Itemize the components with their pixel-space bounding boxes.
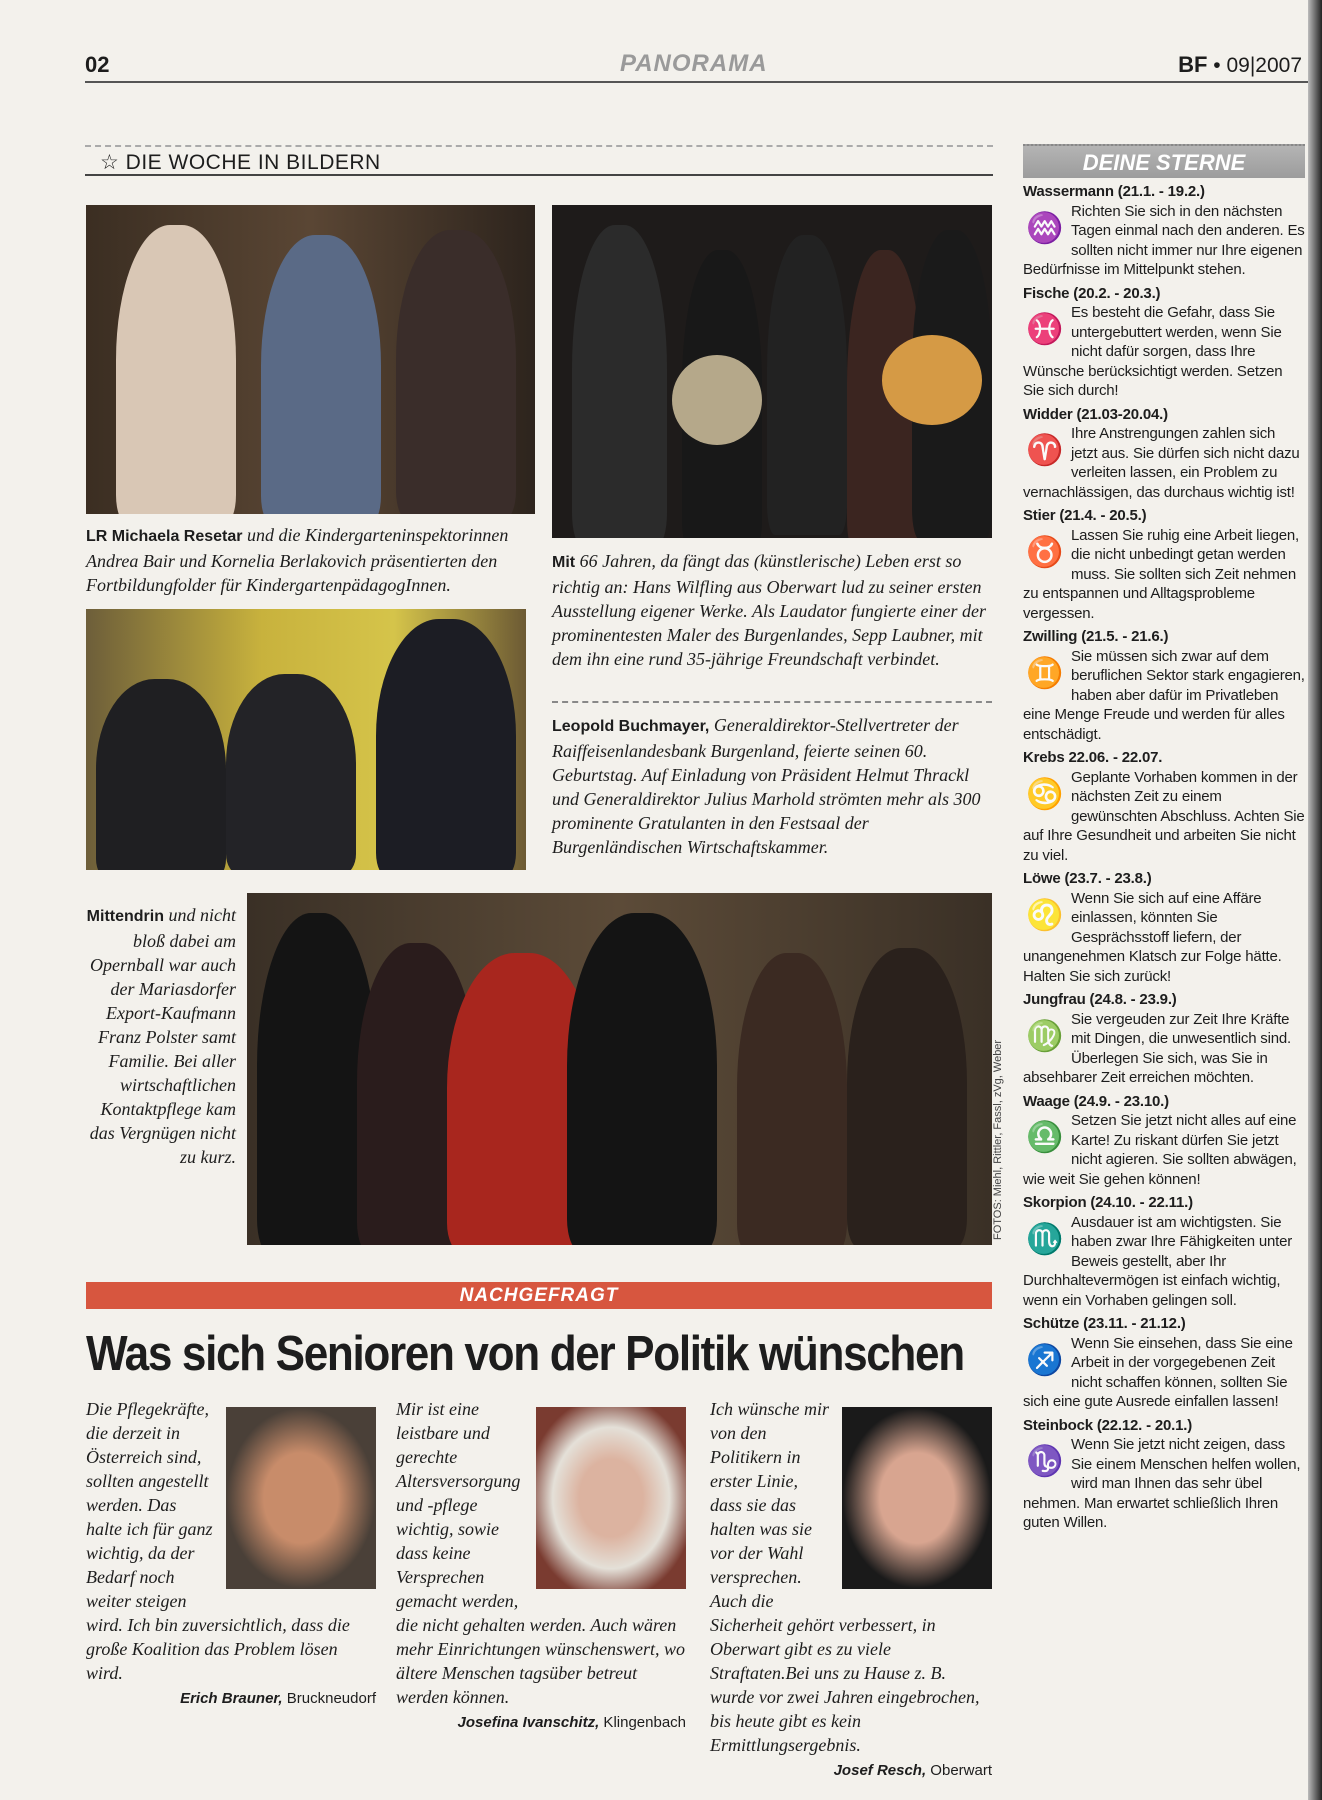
taurus-icon: ♉ [1026,535,1064,569]
aquarius-icon: ♒ [1026,211,1064,245]
quote-resch [710,1397,992,1783]
sign-text: Geplante Vorhaben kommen in der nächsten Zeit zu einem gewünschten Abschluss. Achten Sie auf Ihre Gesundheit und arbeiten Sie nicht zu viel. [1023,768,1305,864]
sign-text: Ausdauer ist am wichtigsten. Sie haben zwar Ihre Fähigkeiten unter Beweis gestellt, aber Ihr Durchhaltevermögen ist einfach wichtig, wenn ein Vorhaben gelingen soll. [1023,1213,1293,1309]
horoscope-entry [1023,990,1305,1088]
caption-lead: Mit [552,554,576,571]
quote-text: Die Pflegekräfte, die derzeit in Österreich sind, sollten angestellt werden. Das halte ich für ganz wichtig, da der Bedarf noch weiter steigen wird. Ich bin zuversichtlich, dass die große Koalition das Problem lösen wird. [86,1399,350,1683]
sign-title: Widder (21.03-20.04.) [1023,405,1168,423]
caption-lead: Mittendrin [86,908,164,925]
sign-text: Sie vergeuden zur Zeit Ihre Kräfte mit Dingen, die unwesentlich sind. Überlegen Sie sich, was Sie in absehbarer Zeit erreichen möchten. [1023,1010,1291,1086]
photo-credit: FOTOS: Miehl, Rittler, Fassl, zVg, Weber [992,1039,1004,1240]
sign-title: Wassermann (21.1. - 19.2.) [1023,183,1205,200]
header-rule [85,81,1310,83]
photo-raiffeisen [86,609,526,870]
quote-name: Josef Resch, [833,1762,927,1779]
sign-text: Lassen Sie ruhig eine Arbeit liegen, die nicht unbedingt getan werden muss. Sie sollten sich Zeit nehmen zu entspannen und Alltagsprobleme vergessen. [1023,526,1299,622]
horoscope-entry [1023,869,1305,986]
horoscope-entry [1023,1193,1305,1310]
sign-title: Fische (20.2. - 20.3.) [1023,284,1161,302]
brand: BF [1178,52,1208,77]
star-icon: ☆ [100,151,120,174]
capricorn-icon: ♑ [1026,1445,1064,1479]
scorpio-icon: ♏ [1026,1222,1064,1256]
issue-month: 09 [1226,54,1250,77]
quote-signature [710,1759,992,1783]
photo-kindergarten [86,205,535,514]
caption-exhibition [552,549,992,671]
virgo-icon: ♍ [1026,1019,1064,1053]
sign-title: Löwe (23.7. - 23.8.) [1023,870,1152,887]
sign-text: Setzen Sie jetzt nicht alles auf eine Karte! Zu riskant dürfen Sie jetzt nicht agieren. Sie sollten abwägen, wie weit Sie gehen können! [1023,1112,1297,1188]
divider [85,145,993,147]
caption-opernball [86,903,236,1169]
portrait-photo [842,1407,992,1589]
sign-title: Steinbock (22.12. - 20.1.) [1023,1416,1193,1434]
horoscope-entry [1023,748,1305,865]
sign-text: Es besteht die Gefahr, dass Sie untergebuttert werden, wenn Sie nicht dafür sorgen, dass Ihre Wünsche berücksichtigt werden. Setzen Sie sich durch! [1023,304,1283,399]
quote-brauner [86,1397,376,1711]
portrait-photo [536,1407,686,1589]
libra-icon: ♎ [1026,1121,1064,1155]
page-edge [1308,0,1322,1800]
sign-text: Ihre Anstrengungen zahlen sich jetzt aus. Sie dürfen sich nicht dazu verleiten lassen, ein Problem zu vernachlässigen, das durchaus wichtig ist! [1023,425,1300,501]
gemini-icon: ♊ [1026,656,1064,690]
issue-label: BF • 09|2007 [1178,52,1302,77]
sign-title: Skorpion (24.10. - 22.11.) [1023,1194,1193,1211]
sign-text: Sie müssen sich zwar auf dem beruflichen Sektor stark engagieren, haben aber dafür im Privatleben eine Menge Freude und werden für alles entschädigt. [1023,647,1305,743]
photo-exhibition [552,205,992,538]
horoscope-entry [1023,1314,1305,1412]
pisces-icon: ♓ [1026,313,1064,347]
aries-icon: ♈ [1026,434,1064,468]
caption-lead: LR Michaela Resetar [86,528,243,545]
horoscope-sidebar [1023,144,1305,1533]
horoscope-title: DEINE STERNE [1023,144,1305,178]
sign-text: Richten Sie sich in den nächsten Tagen einmal nach den anderen. Es sollten nicht immer nur Ihre eigenen Bedürfnisse im Mittelpunkt stehen. [1023,202,1305,278]
horoscope-entry [1023,506,1305,623]
quote-place: Bruckneudorf [282,1690,376,1707]
quote-ivanschitz [396,1397,686,1735]
quote-name: Josefina Ivanschitz, [457,1714,600,1731]
caption-buchmayer [552,713,992,859]
sign-title: Stier (21.4. - 20.5.) [1023,507,1147,524]
caption-text: 66 Jahren, da fängt das (künstlerische) Leben erst so richtig an: Hans Wilfling aus Oberwart lud zu seiner ersten Ausstellung eigener Werke. Als Laudator fungierte einer der prominentesten Maler des Burgenlandes, Sepp Laubner, mit dem ihn eine rund 35-jährige Freundschaft verbindet. [552,551,986,669]
caption-kindergarten [86,523,535,597]
divider [552,701,992,703]
horoscope-entry [1023,1092,1305,1190]
section-heading-text: DIE WOCHE IN BILDERN [125,151,381,174]
horoscope-entry [1023,182,1305,280]
caption-text: Generaldirektor-Stellvertreter der Raiffeisenlandesbank Burgenland, feierte seinen 60. Geburtstag. Auf Einladung von Präsident Helmut Thrackl und Generaldirektor Julius Marhold strömten mehr als 300 prominente Gratulanten in den Festsaal der Burgenländischen Wirtschaftskammer. [552,715,981,857]
sign-title: Schütze (23.11. - 21.12.) [1023,1315,1186,1332]
caption-lead: Leopold Buchmayer, [552,718,710,735]
caption-text: und nicht bloß dabei am Opernball war auch der Mariasdorfer Export-Kaufmann Franz Polster samt Familie. Bei aller wirtschaftlichen Kontaktpflege kam das Vergnügen nicht zu kurz. [89,905,236,1167]
photo-opernball [247,893,992,1245]
caption-text: und die Kindergarteninspektorinnen Andrea Bair und Kornelia Berlakovich präsentierten den Fortbildungfolder für KindergartenpädagogInnen. [86,525,509,595]
quote-place: Klingenbach [599,1714,686,1731]
divider [85,174,993,176]
sign-title: Jungfrau (24.8. - 23.9.) [1023,991,1177,1008]
sign-title: Zwilling (21.5. - 21.6.) [1023,628,1169,645]
quote-text: Ich wünsche mir von den Politikern in erster Linie, dass sie das halten was sie vor der Wahl versprechen. Auch die Sicherheit gehört verbessert, in Oberwart gibt es zu viele Straftaten.Bei uns zu Hause z. B. wurde vor zwei Jahren eingebrochen, bis heute gibt es kein Ermittlungsergebnis. [710,1399,980,1755]
leo-icon: ♌ [1026,898,1064,932]
quote-text: Mir ist eine leistbare und gerechte Altersversorgung und -pflege wichtig, sowie dass keine Versprechen gemacht werden, die nicht gehalten werden. Auch wären mehr Einrichtungen wünschenswert, wo ältere Menschen tagsüber betreut werden können. [396,1399,685,1707]
quote-signature [396,1711,686,1735]
nachgefragt-banner: NACHGEFRAGT [86,1282,992,1309]
sign-text: Wenn Sie jetzt nicht zeigen, dass Sie einem Menschen helfen wollen, wird man Ihnen das sehr übel nehmen. Man erwartet schließlich Ihren guten Willen. [1023,1436,1301,1531]
horoscope-entry [1023,284,1305,401]
section-heading [100,150,381,175]
article-headline: Was sich Senioren von der Politik wünschen [86,1327,964,1381]
horoscope-entry [1023,627,1305,744]
quote-place: Oberwart [926,1762,992,1779]
sign-text: Wenn Sie sich auf eine Affäre einlassen, könnten Sie Gesprächsstoff liefern, der unangenehmen Klatsch zur Folge hätte. Halten Sie sich zurück! [1023,889,1282,985]
section-title: PANORAMA [620,50,768,77]
issue-year: 2007 [1255,54,1302,77]
sign-title: Krebs 22.06. - 22.07. [1023,749,1163,766]
sign-text: Wenn Sie einsehen, dass Sie eine Arbeit in der vorgegebenen Zeit nicht schaffen können, sollten Sie sich eine gute Ausrede einfallen lassen! [1023,1334,1293,1410]
page-number: 02 [85,52,110,77]
horoscope-entry [1023,405,1305,503]
quote-signature [86,1687,376,1711]
sign-title: Waage (24.9. - 23.10.) [1023,1092,1169,1110]
cancer-icon: ♋ [1026,777,1064,811]
quote-name: Erich Brauner, [180,1690,283,1707]
horoscope-entry [1023,1416,1305,1533]
portrait-photo [226,1407,376,1589]
sagittarius-icon: ♐ [1026,1343,1064,1377]
